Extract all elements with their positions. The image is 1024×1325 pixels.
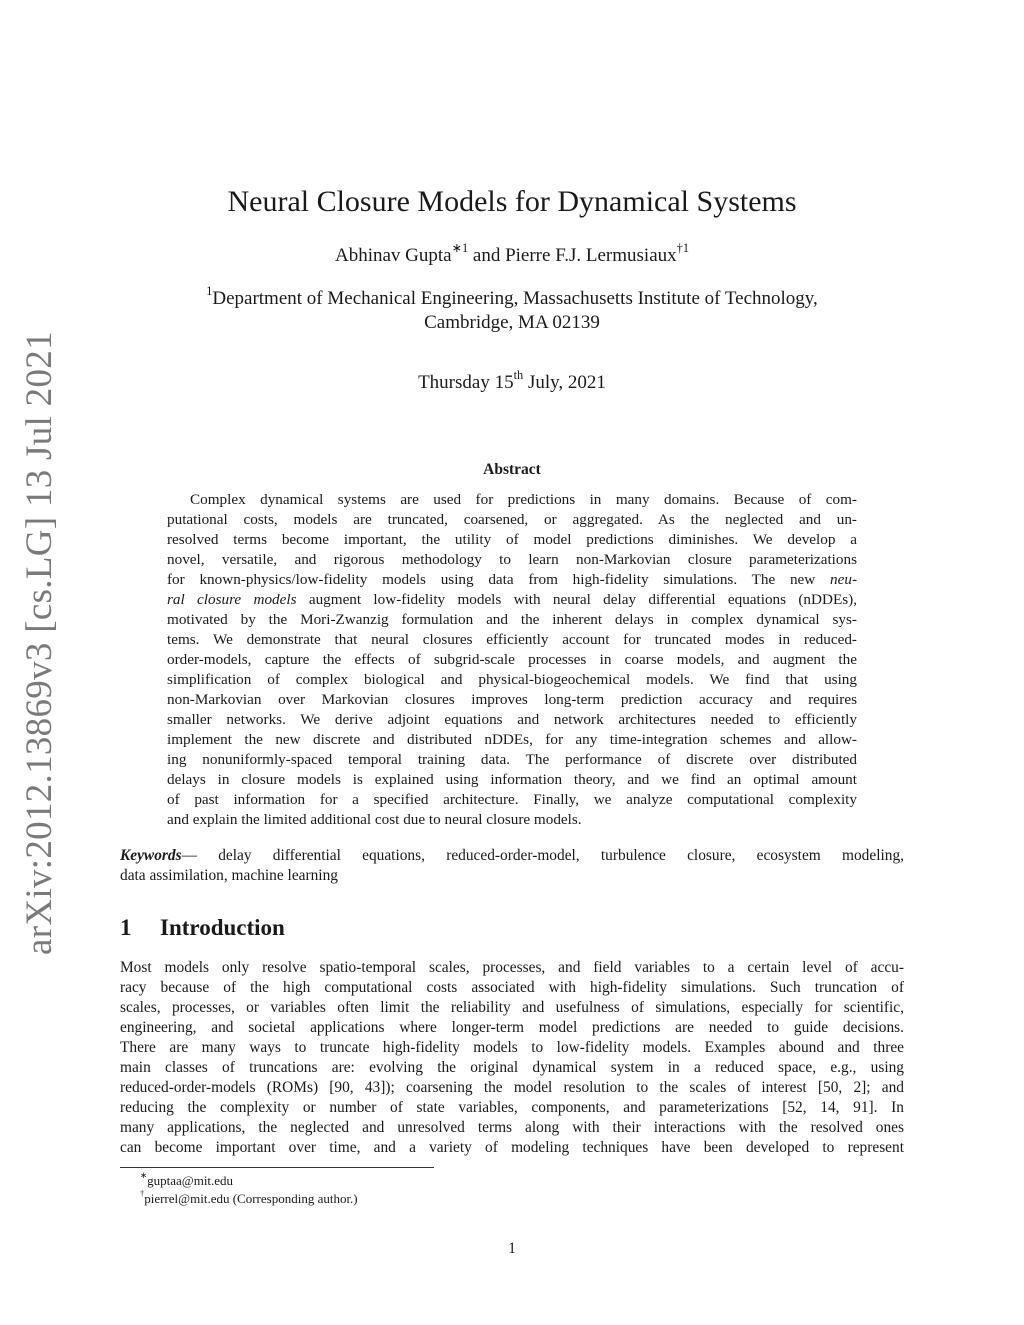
abstract-line: for known-physics/low-fidelity models using data from high-fidelity simulations. The new neu-	[167, 571, 858, 588]
affiliation-line: Cambridge, MA 02139	[424, 312, 600, 333]
abstract-line: motivated by the Mori-Zwanzig formulation and the inherent delays in complex dynamical sys-	[167, 611, 857, 628]
abstract-body	[167, 490, 857, 830]
affiliation	[130, 283, 894, 335]
abstract-line: delays in closure models is explained using information theory, and we find an optimal amount	[167, 771, 857, 788]
abstract-line: order-models, capture the effects of subgrid-scale processes in coarse models, and augment the	[167, 651, 857, 668]
page-number: 1	[508, 1240, 516, 1257]
section-title: Introduction	[160, 915, 285, 940]
body-line: racy because of the high computational costs associated with high-fidelity simulations. Such truncation of	[120, 979, 904, 996]
body-line: reducing the complexity or number of state variables, components, and parameterizations [52, 14, 91]. In	[120, 1099, 904, 1116]
affiliation-mark: 1	[206, 283, 213, 298]
date-ordinal: th	[513, 367, 524, 382]
abstract-line: ral closure models augment low-fidelity models with neural delay differential equations (nDDEs),	[167, 591, 858, 608]
emphasis: ral closure models	[167, 591, 297, 608]
author-separator: and	[468, 245, 506, 266]
footnote-text: pierrel@mit.edu (Corresponding author.)	[144, 1191, 358, 1206]
footnote	[140, 1190, 640, 1208]
date-text: July, 2021	[523, 372, 606, 393]
date-text: Thursday 15	[418, 372, 514, 393]
footnote-text: guptaa@mit.edu	[147, 1173, 234, 1188]
author-affiliation-mark: †1	[676, 240, 689, 255]
affiliation-line: Department of Mechanical Engineering, Massachusetts Institute of Technology,	[212, 288, 818, 309]
introduction-body	[120, 958, 904, 1158]
body-line: can become important over time, and a variety of modeling techniques have been developed to represent	[120, 1139, 904, 1156]
abstract-line: novel, versatile, and rigorous methodology to learn non-Markovian closure parameterizations	[167, 551, 857, 568]
author-affiliation-mark: ∗1	[451, 240, 469, 255]
abstract-line: of past information for a specified architecture. Finally, we analyze computational complexity	[167, 791, 857, 808]
author-name: Pierre F.J. Lermusiaux	[505, 245, 677, 266]
body-line: many applications, the neglected and unresolved terms along with their interactions with the resolved ones	[120, 1119, 904, 1136]
body-line: There are many ways to truncate high-fidelity models to low-fidelity models. Examples abound and three	[120, 1039, 904, 1056]
keywords-line: data assimilation, machine learning	[120, 867, 338, 884]
body-line: main classes of truncations are: evolving the original dynamical system in a reduced space, e.g., using	[120, 1059, 904, 1076]
abstract-line: resolved terms become important, the utility of model predictions diminishes. We develop a	[167, 531, 857, 548]
abstract-line: putational costs, models are truncated, coarsened, or aggregated. As the neglected and un-	[167, 511, 857, 528]
abstract-line: tems. We demonstrate that neural closures efficiently account for truncated modes in reduced-	[167, 631, 857, 648]
footnote-divider	[120, 1167, 434, 1168]
abstract-line: Complex dynamical systems are used for predictions in many domains. Because of com-	[190, 491, 857, 508]
paper-title: Neural Closure Models for Dynamical Systems	[227, 185, 797, 218]
keywords-label: Keywords	[120, 847, 182, 864]
abstract-line: implement the new discrete and distributed nDDEs, for any time-integration schemes and allow-	[167, 731, 857, 748]
abstract-line: ing nonuniformly-spaced temporal training data. The performance of discrete over distributed	[167, 751, 857, 768]
emphasis: neu-	[830, 571, 858, 588]
footnote	[140, 1172, 640, 1190]
arxiv-identifier: arXiv:2012.13869v3 [cs.LG] 13 Jul 2021	[19, 331, 60, 955]
footnote-mark: †	[140, 1188, 145, 1199]
keywords	[120, 846, 904, 886]
keywords-line: Keywords— delay differential equations, reduced-order-model, turbulence closure, ecosystem modeling,	[120, 847, 904, 864]
author-name: Abhinav Gupta	[335, 245, 452, 266]
abstract-line: non-Markovian over Markovian closures improves long-term prediction accuracy and requires	[167, 691, 857, 708]
abstract-line: smaller networks. We derive adjoint equations and network architectures needed to efficiently	[167, 711, 857, 728]
body-line: reduced-order-models (ROMs) [90, 43]); coarsening the model resolution to the scales of interest [50, 2]; and	[120, 1079, 904, 1096]
footnotes	[140, 1172, 640, 1208]
section-number: 1	[120, 915, 132, 940]
abstract-line: and explain the limited additional cost due to neural closure models.	[167, 811, 582, 828]
abstract-heading: Abstract	[483, 461, 541, 478]
publication-date	[150, 367, 874, 395]
body-line: Most models only resolve spatio-temporal scales, processes, and field variables to a certain level of accu-	[120, 959, 904, 976]
footnote-mark: ∗	[140, 1170, 148, 1181]
body-line: engineering, and societal applications where longer-term model predictions are needed to guide decisions.	[120, 1019, 904, 1036]
author-list	[150, 240, 874, 268]
abstract-line: simplification of complex biological and physical-biogeochemical models. We find that using	[167, 671, 857, 688]
section-heading	[120, 913, 720, 943]
body-line: scales, processes, or variables often limit the reliability and usefulness of simulations, especially for scientific,	[120, 999, 904, 1016]
